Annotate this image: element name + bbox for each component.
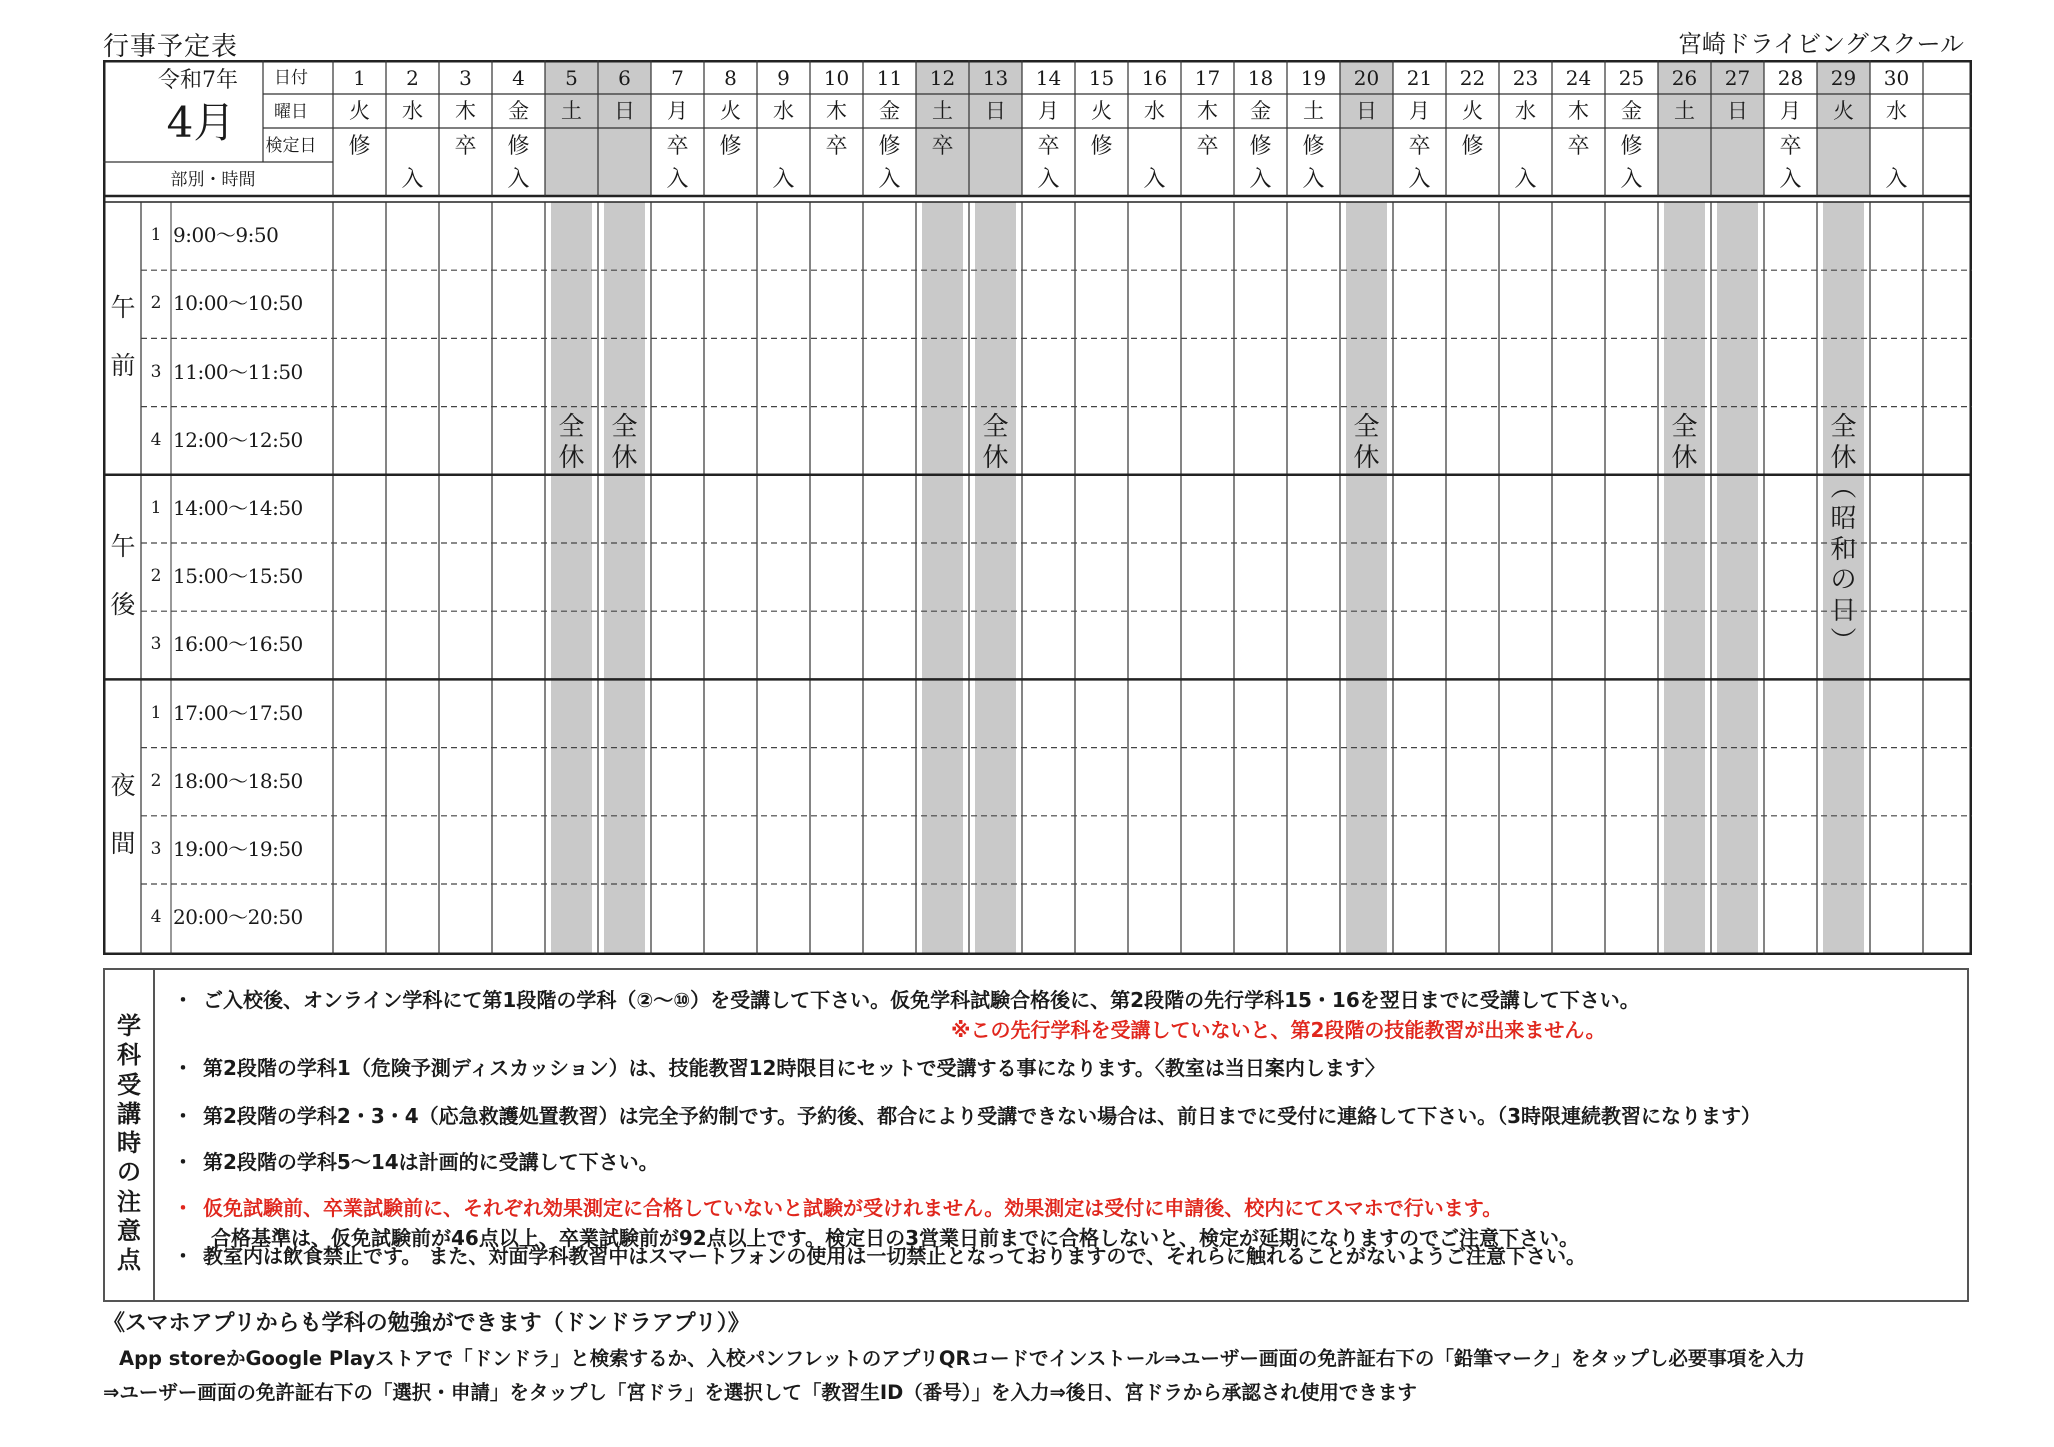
exam-mark: 入 [1302,167,1325,192]
month-label: 4月 [166,98,236,147]
weekday: 金 [1250,99,1271,123]
exam-mark: 卒 [1408,134,1431,159]
note-text: 教室内は飲食禁止です。 また、対面学科教習中はスマートフォンの使用は一切禁止となっておりますので、それらに触れることがないようご注意下さい。 [203,1244,1586,1268]
holiday-label: 全 休 ︵ 昭 和 の 日 ︶ [1830,412,1857,657]
app-title: 《スマホアプリからも学科の勉強ができます（ドンドラアプリ）》 [103,1311,750,1336]
app-instructions-line2: ⇒ユーザー画面の免許証右下の「選択・申請」をタップし「宮ドラ」を選択して「教習生ID（番号）」を入力⇒後日、宮ドラから承認され使用できます [103,1381,1417,1404]
exam-mark: 修 [507,134,530,159]
note-bullet: ・ [173,1244,193,1268]
weekday: 水 [1886,99,1907,123]
day-number: 18 [1247,66,1274,90]
holiday-label: 全 休 [1353,412,1380,473]
exam-mark: 修 [1249,134,1272,159]
holiday-label: 全 休 [1671,412,1698,473]
school-name: 宮崎ドライビングスクール [1677,30,1964,58]
weekday: 火 [1462,99,1483,123]
exam-mark: 入 [1143,167,1166,192]
weekday: 金 [879,99,900,123]
exam-mark: 入 [1408,167,1431,192]
period-time: 12:00～12:50 [173,427,303,452]
note-text: 第2段階の学科2・3・4（応急救護処置教習）は完全予約制です。予約後、都合により受講できない場合は、前日までに受付に連絡して下さい。（3時限連続教習になります） [203,1104,1761,1128]
day-number: 28 [1777,66,1804,90]
weekday: 日 [1356,99,1377,123]
weekday: 土 [1674,99,1695,123]
weekday: 火 [720,99,741,123]
exam-mark: 入 [1249,167,1272,192]
note-text: 第2段階の学科1（危険予測ディスカッション）は、技能教習12時限目にセットで受講する事になります。〈教室は当日案内します〉 [203,1056,1385,1080]
day-number: 17 [1194,66,1221,90]
exam-mark: 卒 [1567,134,1590,159]
day-number: 2 [406,66,419,90]
exam-mark: 卒 [454,134,477,159]
note-item [173,1240,1586,1269]
period-time: 17:00～17:50 [173,700,303,725]
period-time: 11:00～11:50 [173,359,303,384]
weekday: 金 [508,99,529,123]
exam-mark: 修 [348,134,371,159]
shaded-column [975,202,1016,953]
day-number: 30 [1883,66,1910,90]
day-number: 10 [823,66,850,90]
weekday: 月 [1780,99,1801,123]
weekday: 土 [1303,99,1324,123]
exam-mark: 修 [719,134,742,159]
period-number: 2 [150,770,162,791]
exam-mark: 入 [772,167,795,192]
holiday-label: 全 休 [558,412,585,473]
exam-mark: 卒 [666,134,689,159]
weekday: 木 [1197,99,1218,123]
day-number: 3 [459,66,472,90]
period-time: 18:00～18:50 [173,768,303,793]
weekday: 月 [1409,99,1430,123]
note-subtext: 合格基準は、仮免試験前が46点以上、卒業試験前が92点以上です。検定日の3営業日前までに合格しないと、検定が延期になりますのでご注意下さい。 [211,1226,1579,1250]
weekday: 月 [1038,99,1059,123]
period-time: 16:00～16:50 [173,632,303,657]
exam-mark: 入 [1514,167,1537,192]
period-number: 1 [150,497,162,518]
app-instructions-line1: App storeかGoogle Playストアで「ドンドラ」と検索するか、入校パンフレットのアプリQRコードでインストール⇒ユーザー画面の免許証右下の「鉛筆マーク」をタップし必要事項を入力 [119,1347,1805,1370]
day-number: 16 [1141,66,1168,90]
note-bullet: ・ [173,1056,193,1080]
day-number: 1 [353,66,366,90]
exam-day-row-label: 検定日 [265,136,317,156]
shaded-column [551,202,592,953]
note-item [173,1192,1502,1221]
section-label-char: 後 [110,590,136,620]
day-number: 23 [1512,66,1539,90]
weekday: 木 [826,99,847,123]
exam-mark: 入 [507,167,530,192]
weekday: 日 [985,99,1006,123]
note-item [173,1052,1385,1081]
note-bullet: ・ [173,1150,193,1174]
day-number: 5 [565,66,578,90]
exam-mark: 入 [1037,167,1060,192]
day-number: 24 [1565,66,1592,90]
app-section [103,1306,1983,1405]
period-number: 3 [150,361,162,382]
exam-mark: 修 [878,134,901,159]
weekday: 水 [1144,99,1165,123]
exam-mark: 修 [1461,134,1484,159]
notes-box [103,968,1969,1302]
exam-mark: 入 [1885,167,1908,192]
section-time-label: 部別・時間 [170,170,256,190]
day-number: 26 [1671,66,1698,90]
note-bullet: ・ [173,1196,193,1220]
section-label-char: 夜 [110,770,136,800]
day-number: 12 [929,66,956,90]
exam-mark: 卒 [1779,134,1802,159]
exam-mark: 入 [401,167,424,192]
note-item [173,1146,659,1175]
weekday: 木 [455,99,476,123]
weekday: 日 [614,99,635,123]
period-time: 20:00～20:50 [173,905,303,930]
exam-mark: 入 [878,167,901,192]
note-text: 仮免試験前、卒業試験前に、それぞれ効果測定に合格していないと試験が受けれません。効果測定は受付に申請後、校内にてスマホで行います。 [203,1196,1503,1220]
period-number: 4 [150,429,162,450]
note-bullet: ・ [173,988,193,1012]
exam-mark: 修 [1302,134,1325,159]
exam-mark: 修 [1620,134,1643,159]
note-bullet: ・ [173,1104,193,1128]
day-number: 29 [1830,66,1857,90]
weekday: 月 [667,99,688,123]
note-text: ご入校後、オンライン学科にて第1段階の学科（②～⑩）を受講して下さい。仮免学科試験合格後に、第2段階の先行学科15・16を翌日までに受講して下さい。 [203,988,1640,1012]
day-number: 4 [512,66,525,90]
period-number: 2 [150,293,162,314]
shaded-column [1346,202,1387,953]
section-label-char: 午 [110,532,136,562]
day-number: 20 [1353,66,1380,90]
schedule-grid-lines [103,60,1972,955]
day-number: 15 [1088,66,1115,90]
period-number: 4 [150,907,162,928]
section-label-char: 間 [110,828,136,858]
holiday-label: 全 休 [982,412,1009,473]
date-row-label: 日付 [274,68,308,88]
weekday: 水 [402,99,423,123]
period-number: 3 [150,838,162,859]
shaded-column [1717,202,1758,953]
shaded-column [604,202,645,953]
day-number: 22 [1459,66,1486,90]
day-number: 8 [724,66,737,90]
weekday-row-label: 曜日 [274,102,308,122]
note-text: 第2段階の学科5～14は計画的に受講して下さい。 [203,1150,659,1174]
exam-mark: 卒 [1037,134,1060,159]
day-number: 19 [1300,66,1327,90]
period-time: 14:00～14:50 [173,495,303,520]
weekday: 水 [1515,99,1536,123]
period-time: 15:00～15:50 [173,564,303,589]
day-number: 21 [1406,66,1433,90]
weekday: 日 [1727,99,1748,123]
notes-side-panel [105,970,155,1300]
day-number: 27 [1724,66,1751,90]
exam-mark: 入 [666,167,689,192]
weekday: 木 [1568,99,1589,123]
exam-mark: 卒 [1196,134,1219,159]
note-item [173,1100,1761,1129]
exam-mark: 修 [1090,134,1113,159]
exam-mark: 入 [1779,167,1802,192]
period-number: 1 [150,225,162,246]
notes-side-title: 学科受講時の注意点 [117,1012,141,1275]
weekday: 火 [1833,99,1854,123]
weekday: 金 [1621,99,1642,123]
weekday: 土 [561,99,582,123]
day-number: 13 [982,66,1009,90]
shaded-column [922,202,963,953]
period-time: 9:00～9:50 [173,223,279,248]
period-number: 3 [150,634,162,655]
section-label-char: 前 [110,351,136,381]
section-label-char: 午 [110,293,136,323]
day-number: 9 [777,66,790,90]
period-time: 10:00～10:50 [173,291,303,316]
exam-mark: 卒 [931,134,954,159]
day-number: 14 [1035,66,1062,90]
weekday: 火 [349,99,370,123]
note-subtext: ※この先行学科を受講していないと、第2段階の技能教習が出来ません。 [951,1018,1606,1042]
day-number: 7 [671,66,684,90]
exam-mark: 入 [1620,167,1643,192]
exam-mark: 卒 [825,134,848,159]
weekday: 水 [773,99,794,123]
day-number: 25 [1618,66,1645,90]
day-number: 11 [876,66,903,90]
era-year: 令和7年 [158,68,238,93]
period-time: 19:00～19:50 [173,836,303,861]
weekday: 火 [1091,99,1112,123]
note-item [173,984,1640,1013]
shaded-column [1664,202,1705,953]
document-title: 行事予定表 [103,32,239,62]
period-number: 2 [150,566,162,587]
day-number: 6 [618,66,631,90]
holiday-label: 全 休 [611,412,638,473]
schedule-table [103,60,1972,955]
weekday: 土 [932,99,953,123]
period-number: 1 [150,702,162,723]
